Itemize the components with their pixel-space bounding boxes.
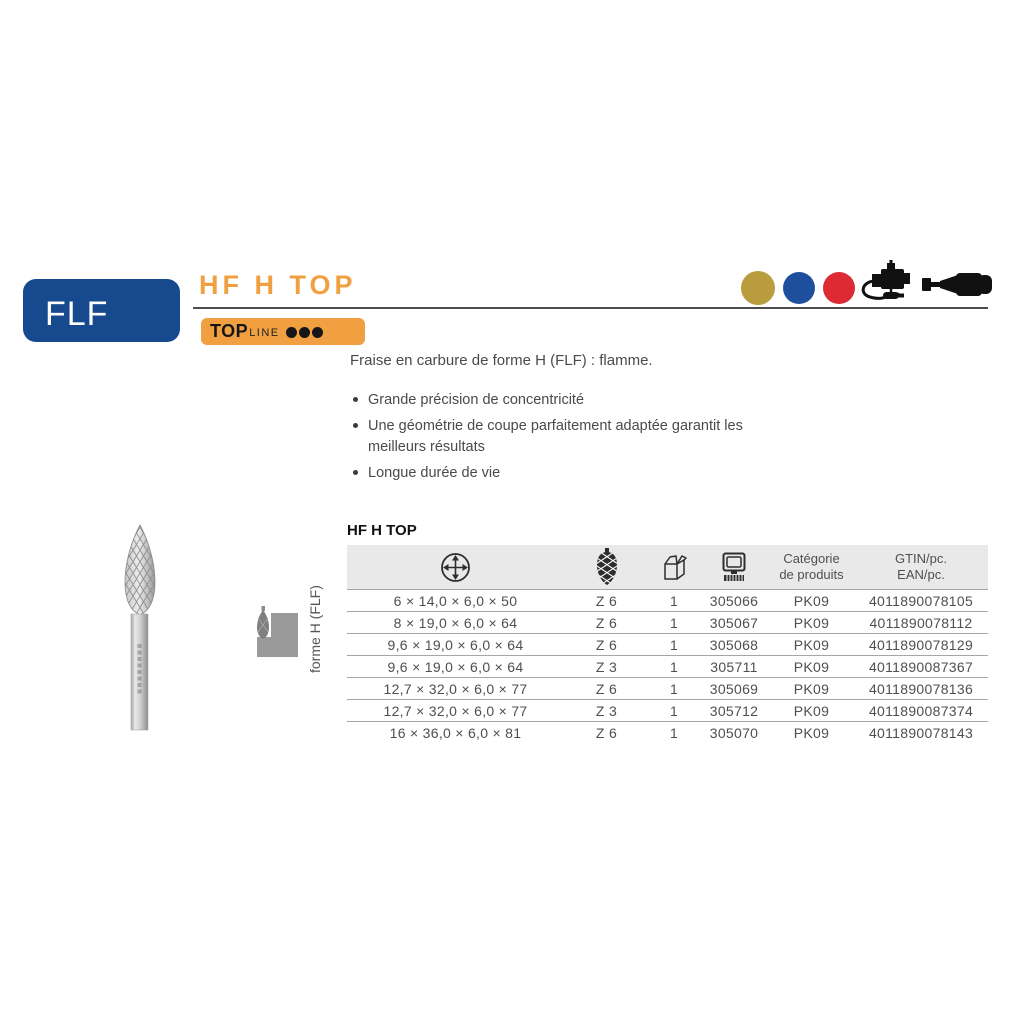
- table-row: [347, 722, 988, 744]
- cell-cut: Z 6: [595, 592, 618, 609]
- column-header-dimensions: [347, 545, 564, 590]
- cell-dimensions: 12,7 × 32,0 × 6,0 × 77: [383, 702, 528, 719]
- material-indicator-blue-icon: [783, 272, 815, 304]
- topline-line-label: LINE: [249, 327, 280, 339]
- cell-article-number: 305711: [710, 658, 758, 675]
- table-body: [347, 590, 988, 744]
- cell-category: PK09: [793, 658, 830, 675]
- product-description: Fraise en carbure de forme H (FLF) : flamme.: [350, 352, 653, 369]
- table-row: [347, 656, 988, 678]
- material-indicator-gold-icon: [741, 271, 775, 305]
- cell-gtin: 4011890078143: [868, 724, 974, 741]
- burr-product-image: [117, 524, 163, 732]
- feature-item: Une géométrie de coupe parfaitement adaptée garantit les meilleurs résultats: [350, 416, 795, 457]
- cell-dimensions: 9,6 × 19,0 × 6,0 × 64: [387, 658, 524, 675]
- column-header-cut: [564, 545, 649, 590]
- cell-packaging: 1: [669, 702, 679, 719]
- cell-category: PK09: [793, 680, 830, 697]
- shape-label: forme H (FLF): [307, 585, 323, 673]
- topline-dots: [286, 327, 323, 338]
- product-code-label: FLF: [45, 294, 109, 333]
- cell-category: PK09: [793, 636, 830, 653]
- cell-dimensions: 12,7 × 32,0 × 6,0 × 77: [383, 680, 528, 697]
- burr-shape-icon: [595, 548, 619, 586]
- cell-cut: Z 6: [595, 614, 618, 631]
- topline-top-label: TOP: [210, 321, 249, 341]
- cell-packaging: 1: [669, 680, 679, 697]
- gtin-header-line1: GTIN/pc.: [894, 550, 947, 566]
- product-spec-table: [347, 545, 988, 743]
- table-title: HF H TOP: [347, 522, 417, 539]
- feature-item: Longue durée de vie: [350, 463, 795, 483]
- cell-gtin: 4011890078129: [868, 636, 974, 653]
- cell-packaging: 1: [669, 614, 679, 631]
- feature-item: Grande précision de concentricité: [350, 390, 795, 410]
- cell-dimensions: 6 × 14,0 × 6,0 × 50: [393, 592, 518, 609]
- cell-cut: Z 6: [595, 680, 618, 697]
- cell-packaging: 1: [669, 592, 679, 609]
- category-header-line1: Catégorie: [783, 550, 840, 566]
- cell-packaging: 1: [669, 636, 679, 653]
- table-row: [347, 612, 988, 634]
- shape-thumbnail-image: [254, 606, 300, 658]
- material-indicator-red-icon: [823, 272, 855, 304]
- column-header-gtin: [854, 545, 988, 590]
- cell-dimensions: 9,6 × 19,0 × 6,0 × 64: [387, 636, 524, 653]
- cell-gtin: 4011890087374: [868, 702, 974, 719]
- table-row: [347, 590, 988, 612]
- topline-dot-icon: [299, 327, 310, 338]
- cell-gtin: 4011890078136: [868, 680, 974, 697]
- topline-dot-icon: [286, 327, 297, 338]
- dimensions-icon: [440, 552, 471, 583]
- die-grinder-icon: [922, 271, 992, 298]
- category-header-line2: de produits: [779, 567, 844, 582]
- cell-article-number: 305066: [709, 592, 759, 609]
- table-row: [347, 634, 988, 656]
- cell-article-number: 305712: [709, 702, 759, 719]
- gtin-header-line2: EAN/pc.: [897, 567, 945, 582]
- table-header: [347, 545, 988, 590]
- topline-badge: [201, 318, 365, 345]
- cell-article-number: 305068: [709, 636, 759, 653]
- cell-cut: Z 3: [595, 658, 618, 675]
- cell-dimensions: 8 × 19,0 × 6,0 × 64: [393, 614, 518, 631]
- table-row: [347, 700, 988, 722]
- cell-gtin: 4011890078112: [869, 614, 973, 631]
- cell-article-number: 305069: [709, 680, 759, 697]
- cell-gtin: 4011890078105: [868, 592, 974, 609]
- cell-cut: Z 6: [595, 636, 618, 653]
- cell-packaging: 1: [669, 724, 679, 741]
- cell-category: PK09: [793, 724, 830, 741]
- cell-category: PK09: [793, 614, 830, 631]
- topline-dot-icon: [312, 327, 323, 338]
- column-header-packaging: [649, 545, 699, 590]
- cell-article-number: 305070: [709, 724, 759, 741]
- cell-category: PK09: [793, 702, 830, 719]
- column-header-category: [769, 545, 854, 590]
- cell-category: PK09: [793, 592, 830, 609]
- computer-icon: [719, 552, 749, 583]
- product-code-badge: [23, 279, 180, 342]
- column-header-article: [699, 545, 769, 590]
- table-row: [347, 678, 988, 700]
- flexible-shaft-grinder-icon: [858, 260, 918, 306]
- package-icon: [660, 552, 688, 582]
- page-title: HF H TOP: [199, 270, 357, 300]
- cell-cut: Z 3: [595, 702, 618, 719]
- cell-article-number: 305067: [709, 614, 759, 631]
- cell-gtin: 4011890087367: [868, 658, 974, 675]
- cell-cut: Z 6: [595, 724, 618, 741]
- cell-packaging: 1: [669, 658, 679, 675]
- header-divider: [193, 307, 988, 309]
- feature-list: [350, 390, 795, 489]
- cell-dimensions: 16 × 36,0 × 6,0 × 81: [389, 724, 522, 741]
